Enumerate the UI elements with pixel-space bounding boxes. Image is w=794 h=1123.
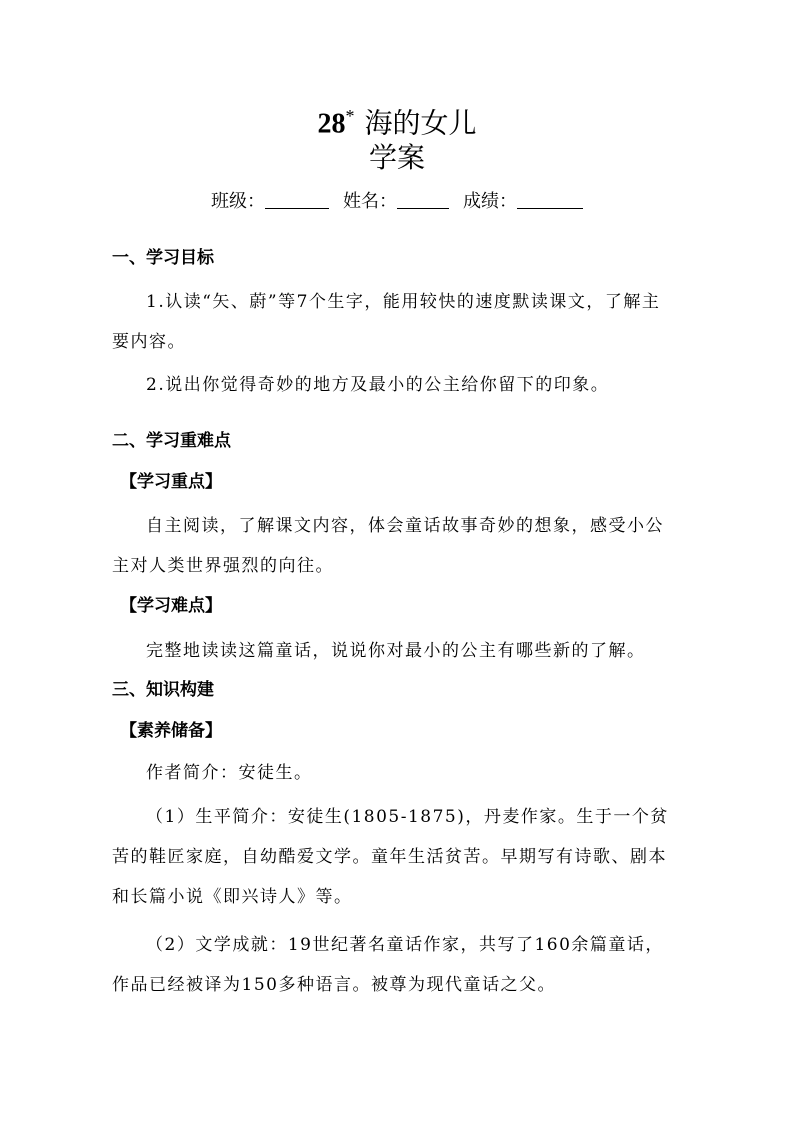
- author-bio: （1）生平简介：安徒生(1805-1875)，丹麦作家。生于一个贫苦的鞋匠家庭，自幼酷爱文学。童年生活贫苦。早期写有诗歌、剧本和长篇小说《即兴诗人》等。: [112, 807, 669, 907]
- lesson-mark: *: [345, 106, 355, 126]
- section-heading-key-points: 二、学习重难点: [112, 431, 231, 451]
- score-blank[interactable]: [517, 188, 583, 209]
- focus-text: 自主阅读，了解课文内容，体会童话故事奇妙的想象，感受小公主对人类世界强烈的向往。: [112, 516, 664, 576]
- lesson-number: 28: [317, 108, 346, 140]
- section-heading-goals: 一、学习目标: [112, 248, 214, 268]
- goal-item-1: 1.认读“矢、蔚”等7个生字，能用较快的速度默读课文，了解主要内容。: [112, 292, 661, 352]
- difficulty-label: 【学习难点】: [120, 596, 222, 616]
- class-blank[interactable]: [265, 188, 329, 209]
- goal-item-2: 2.说出你觉得奇妙的地方及最小的公主给你留下的印象。: [146, 375, 610, 395]
- document-subtitle: 学案: [368, 141, 425, 174]
- class-label: 班级：: [211, 191, 265, 212]
- section-heading-knowledge: 三、知识构建: [112, 680, 214, 700]
- name-blank[interactable]: [397, 188, 449, 209]
- author-intro: 作者简介：安徒生。: [146, 763, 313, 783]
- student-info-line: [0, 188, 794, 216]
- name-label: 姓名：: [343, 191, 397, 212]
- lesson-title-text: 海的女儿: [364, 106, 477, 140]
- reserve-label: 【素养储备】: [120, 721, 222, 741]
- score-label: 成绩：: [463, 191, 517, 212]
- focus-label: 【学习重点】: [120, 472, 222, 492]
- difficulty-text: 完整地读读这篇童话，说说你对最小的公主有哪些新的了解。: [146, 641, 646, 661]
- author-achievement: （2）文学成就：19世纪著名童话作家，共写了160余篇童话，作品已经被译为150多种语言。被尊为现代童话之父。: [112, 935, 664, 995]
